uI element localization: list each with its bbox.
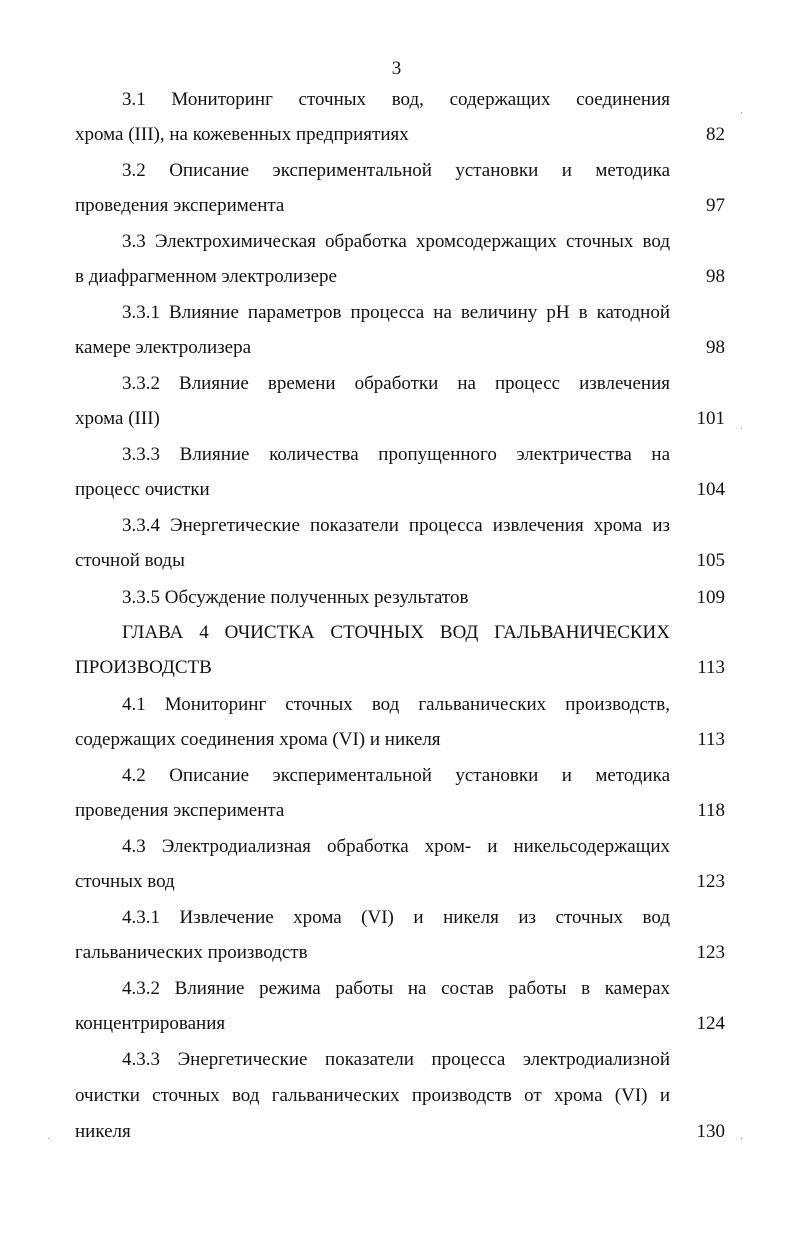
- toc-entry-page: 118: [697, 800, 725, 821]
- toc-entry-title: 3.3 Электрохимическая обработка хромсодержащих сточных вод: [122, 231, 670, 252]
- toc-entry-title: 3.1 Мониторинг сточных вод, содержащих соединения: [122, 89, 670, 110]
- scan-speck: [741, 428, 742, 429]
- toc-entry-page: 113: [697, 657, 725, 678]
- toc-entry-title: 4.2 Описание экспериментальной установки и методика: [122, 765, 670, 786]
- toc-entry-page: 130: [696, 1121, 725, 1142]
- toc-entry-title: 3.2 Описание экспериментальной установки и методика: [122, 160, 670, 181]
- toc-entry-title-continuation: хрома (III): [75, 408, 160, 429]
- toc-entry-page: 123: [696, 871, 725, 892]
- toc-entry-title-continuation: очистки сточных вод гальванических производств от хрома (VI) и: [75, 1085, 670, 1106]
- toc-entry-title-continuation: проведения эксперимента: [75, 195, 285, 216]
- toc-entry-title: 4.1 Мониторинг сточных вод гальванических производств,: [122, 694, 670, 715]
- toc-entry-title-continuation: сточной воды: [75, 550, 185, 571]
- scan-speck: [741, 1138, 742, 1139]
- toc-entry-page: 98: [706, 266, 725, 287]
- toc-entry-title: 4.3.2 Влияние режима работы на состав работы в камерах: [122, 978, 670, 999]
- toc-entry-title-continuation: ПРОИЗВОДСТВ: [75, 657, 212, 678]
- toc-entry-title: 3.3.4 Энергетические показатели процесса извлечения хрома из: [122, 515, 670, 536]
- toc-entry-page: 105: [696, 550, 725, 571]
- toc-entry-page: 97: [706, 195, 725, 216]
- toc-entry-title: 4.3.3 Энергетические показатели процесса электродиализной: [122, 1049, 670, 1070]
- toc-entry-page: 104: [696, 479, 725, 500]
- toc-entry-page: 109: [696, 587, 725, 608]
- toc-entry-title: 3.3.3 Влияние количества пропущенного электричества на: [122, 444, 670, 465]
- toc-entry-title-continuation: процесс очистки: [75, 479, 210, 500]
- toc-entry-page: 101: [696, 408, 725, 429]
- toc-entry-page: 98: [706, 337, 725, 358]
- toc-entry-title: 3.3.5 Обсуждение полученных результатов: [122, 587, 469, 608]
- toc-entry-page: 113: [697, 729, 725, 750]
- toc-entry-title-continuation: хрома (III), на кожевенных предприятиях: [75, 124, 409, 145]
- scan-speck: [48, 1138, 49, 1139]
- toc-entry-title: 3.3.2 Влияние времени обработки на процесс извлечения: [122, 373, 670, 394]
- toc-entry-title-continuation: гальванических производств: [75, 942, 308, 963]
- toc-entry-page: 124: [696, 1013, 725, 1034]
- toc-entry-title: 3.3.1 Влияние параметров процесса на величину pH в катодной: [122, 302, 670, 323]
- page-number: 3: [391, 58, 402, 79]
- toc-entry-title: 4.3 Электродиализная обработка хром- и никельсодержащих: [122, 836, 670, 857]
- toc-entry-title: 4.3.1 Извлечение хрома (VI) и никеля из сточных вод: [122, 907, 670, 928]
- toc-entry-title-continuation: в диафрагменном электролизере: [75, 266, 337, 287]
- toc-entry-title-continuation: концентрирования: [75, 1013, 226, 1034]
- toc-entry-title-continuation: никеля: [75, 1121, 131, 1142]
- toc-entry-title-continuation: сточных вод: [75, 871, 175, 892]
- toc-entry-title-continuation: содержащих соединения хрома (VI) и никеля: [75, 729, 441, 750]
- scan-speck: [741, 112, 742, 113]
- toc-entry-page: 123: [696, 942, 725, 963]
- toc-entry-title-continuation: проведения эксперимента: [75, 800, 285, 821]
- toc-entry-title-continuation: камере электролизера: [75, 337, 252, 358]
- toc-entry-page: 82: [706, 124, 725, 145]
- toc-chapter-title: ГЛАВА 4 ОЧИСТКА СТОЧНЫХ ВОД ГАЛЬВАНИЧЕСКИХ: [122, 622, 670, 643]
